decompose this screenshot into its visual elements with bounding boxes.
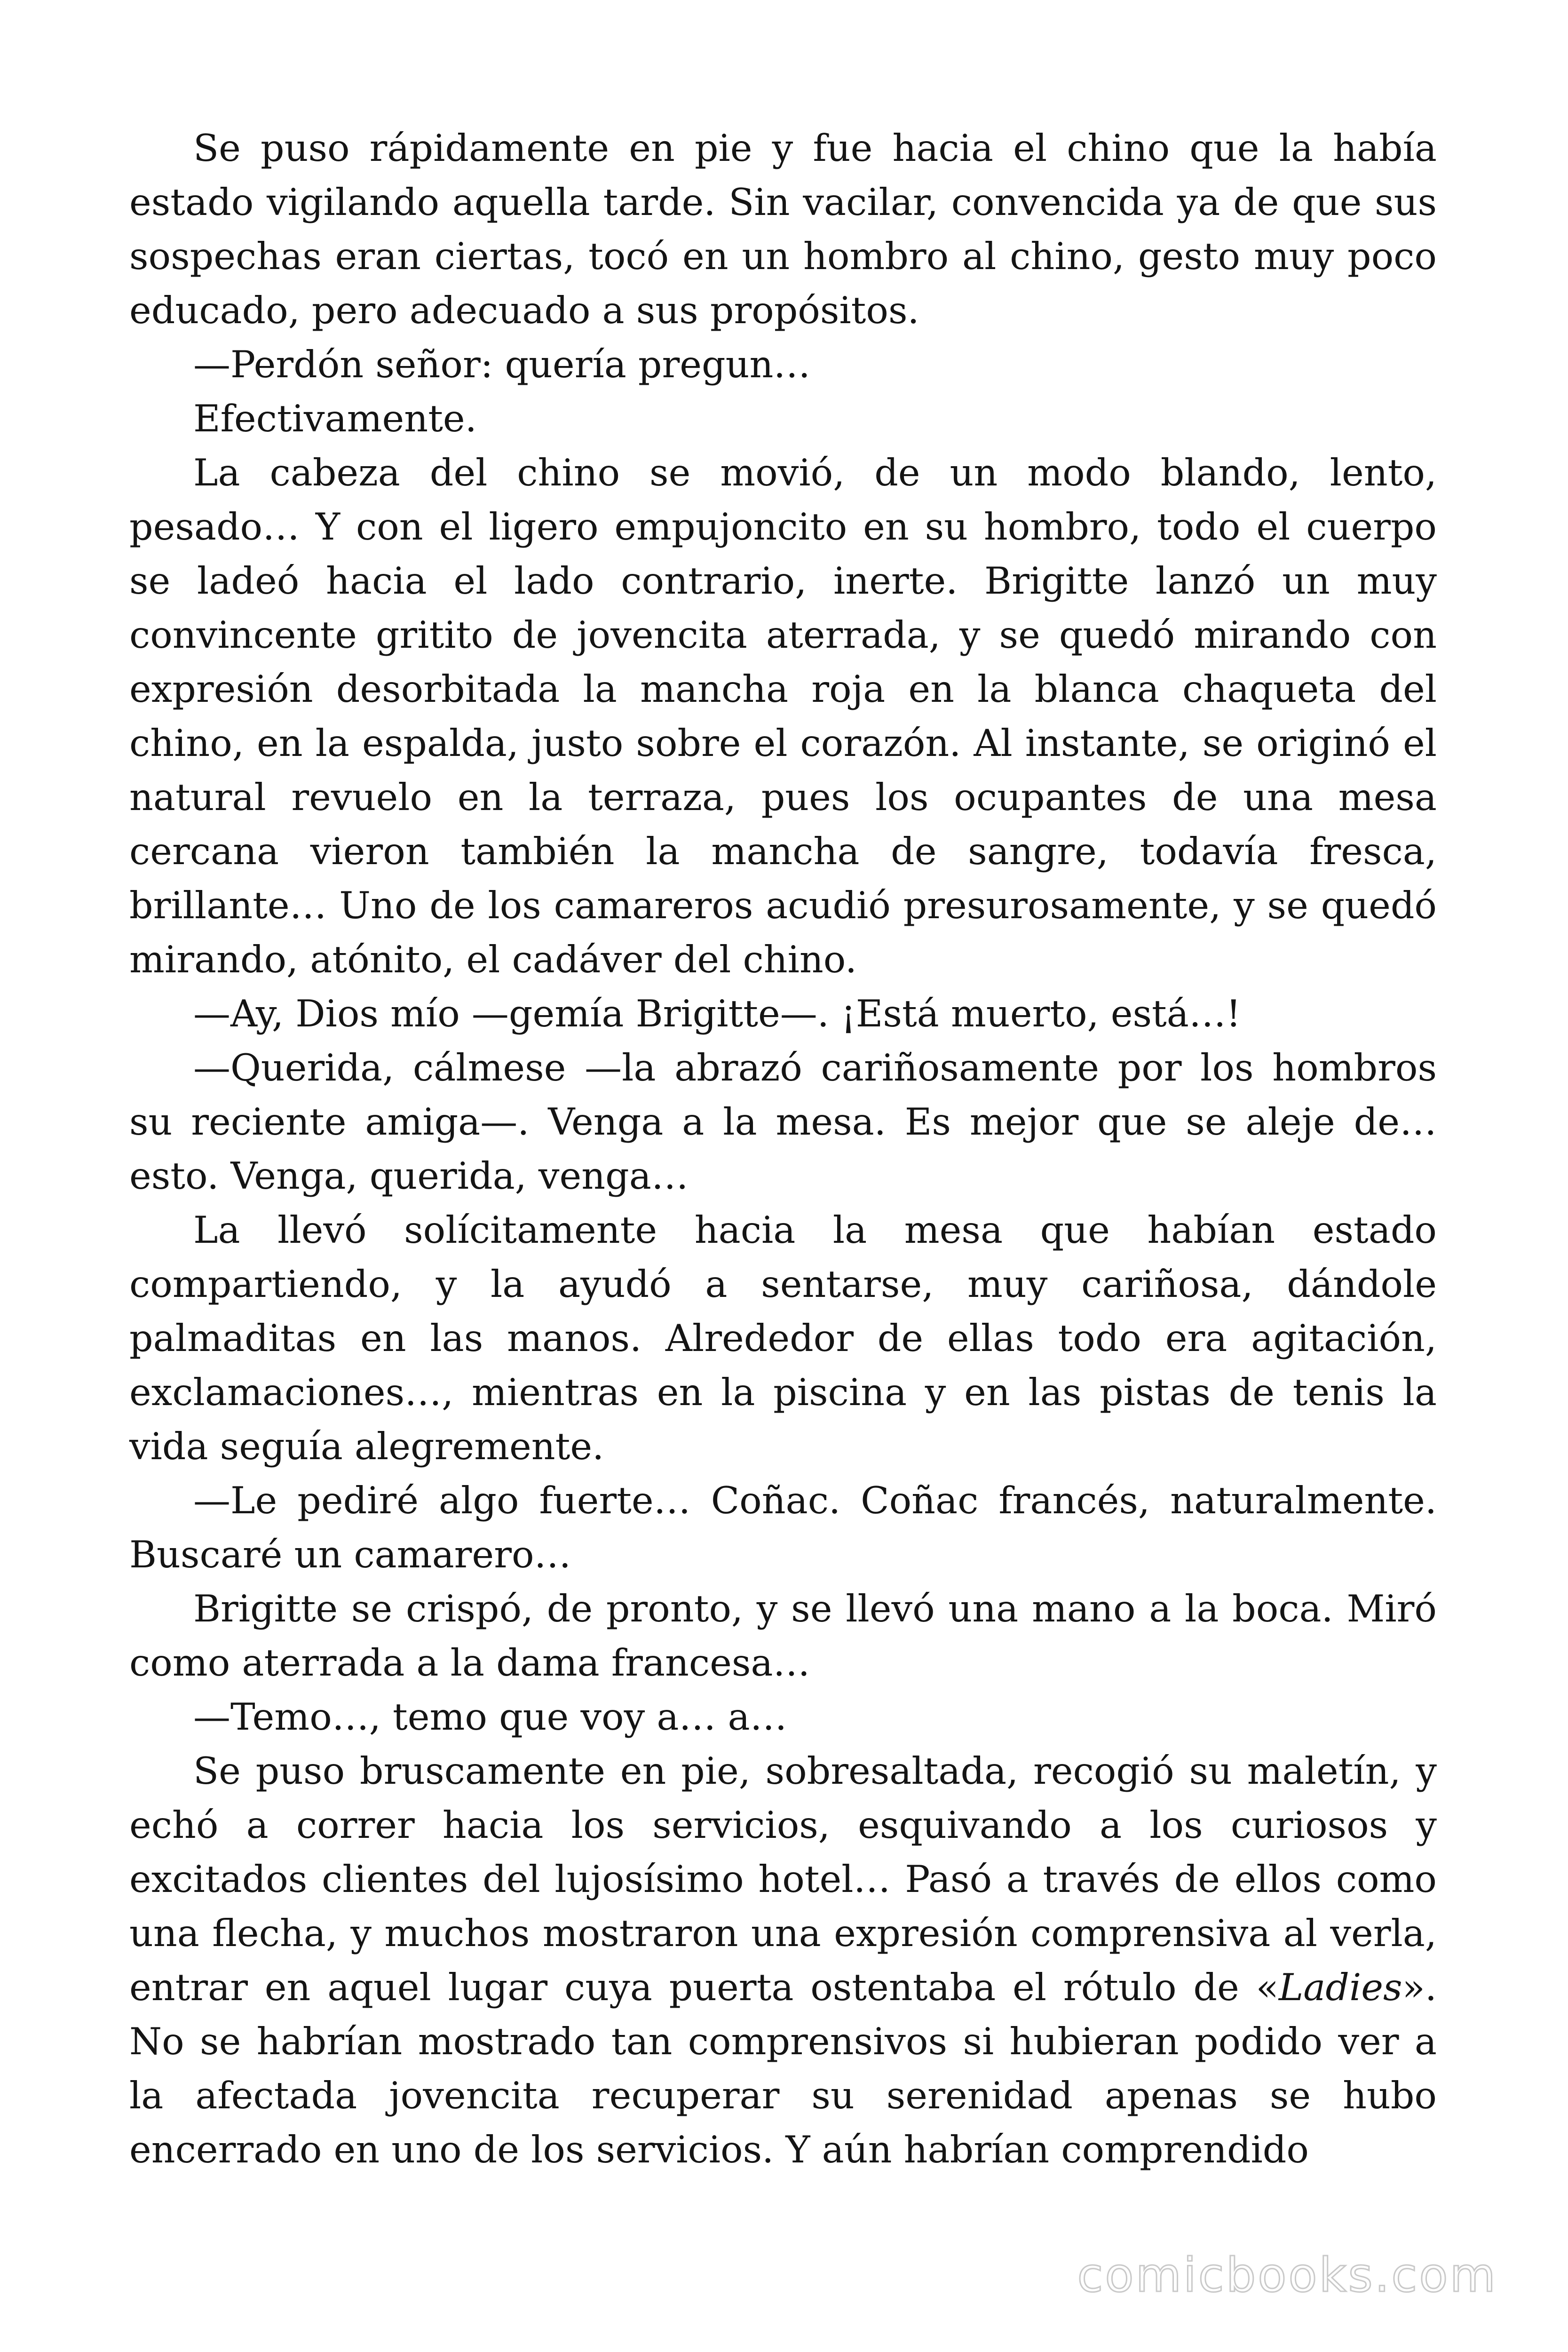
paragraph: La cabeza del chino se movió, de un modo blando, lento, pesado… Y con el ligero empujoncito en su hombro, todo el cuerpo se ladeó hacia el lado contrario, inerte. Brigitte lanzó un muy convincente gritito de jovencita aterrada, y se quedó mirando con expresión desorbitada la mancha roja en la blanca chaqueta del chino, en la espalda, justo sobre el corazón. Al instante, se originó el natural revuelo en la terraza, pues los ocupantes de una mesa cercana vieron también la mancha de sangre, todavía fresca, brillante… Uno de los camareros acudió presurosamente, y se quedó mirando, atónito, el cadáver del chino. — [129, 451, 1437, 981]
page-text — [129, 121, 1437, 2177]
dialogue-line: —Ay, Dios mío —gemía Brigitte—. ¡Está muerto, está…! — [193, 992, 1241, 1035]
paragraph-text: ». No se habrían mostrado tan comprensivos si hubieran podido ver a la afectada jovencita recuperar su serenidad apenas se hubo encerrado en uno de los servicios. Y aún habrían comprendido — [129, 1966, 1437, 2171]
watermark: comicbooks.com — [1077, 2248, 1497, 2303]
dialogue-line: —Querida, cálmese —la abrazó cariñosamente por los hombros su reciente amiga—. Venga a la mesa. Es mejor que se aleje de… esto. Venga, querida, venga… — [129, 1046, 1437, 1198]
paragraph: Brigitte se crispó, de pronto, y se llevó una mano a la boca. Miró como aterrada a la dama francesa… — [129, 1587, 1437, 1685]
dialogue-line: —Le pediré algo fuerte… Coñac. Coñac francés, naturalmente. Buscaré un camarero… — [129, 1479, 1437, 1576]
italic-text: Ladies — [1278, 1966, 1402, 2009]
paragraph: Se puso rápidamente en pie y fue hacia el chino que la había estado vigilando aquella tarde. Sin vacilar, convencida ya de que sus sospechas eran ciertas, tocó en un hombro al chino, gesto muy poco educado, pero adecuado a sus propósitos. — [129, 127, 1437, 332]
paragraph: La llevó solícitamente hacia la mesa que habían estado compartiendo, y la ayudó a sentarse, muy cariñosa, dándole palmaditas en las manos. Alrededor de ellas todo era agitación, exclamaciones…, mientras en la piscina y en las pistas de tenis la vida seguía alegremente. — [129, 1208, 1437, 1468]
paragraph: Efectivamente. — [193, 397, 477, 440]
dialogue-line: —Perdón señor: quería pregun… — [193, 343, 811, 386]
dialogue-line: —Temo…, temo que voy a… a… — [193, 1695, 787, 1739]
paragraph-text: Se puso bruscamente en pie, sobresaltada, recogió su maletín, y echó a correr hacia los servicios, esquivando a los curiosos y excitados clientes del lujosísimo hotel… Pasó a través de ellos como una flecha, y muchos mostraron una expresión comprensiva al verla, entrar en aquel lugar cuya puerta ostentaba el rótulo de « — [129, 1749, 1437, 2009]
paragraph — [129, 1744, 1437, 2177]
